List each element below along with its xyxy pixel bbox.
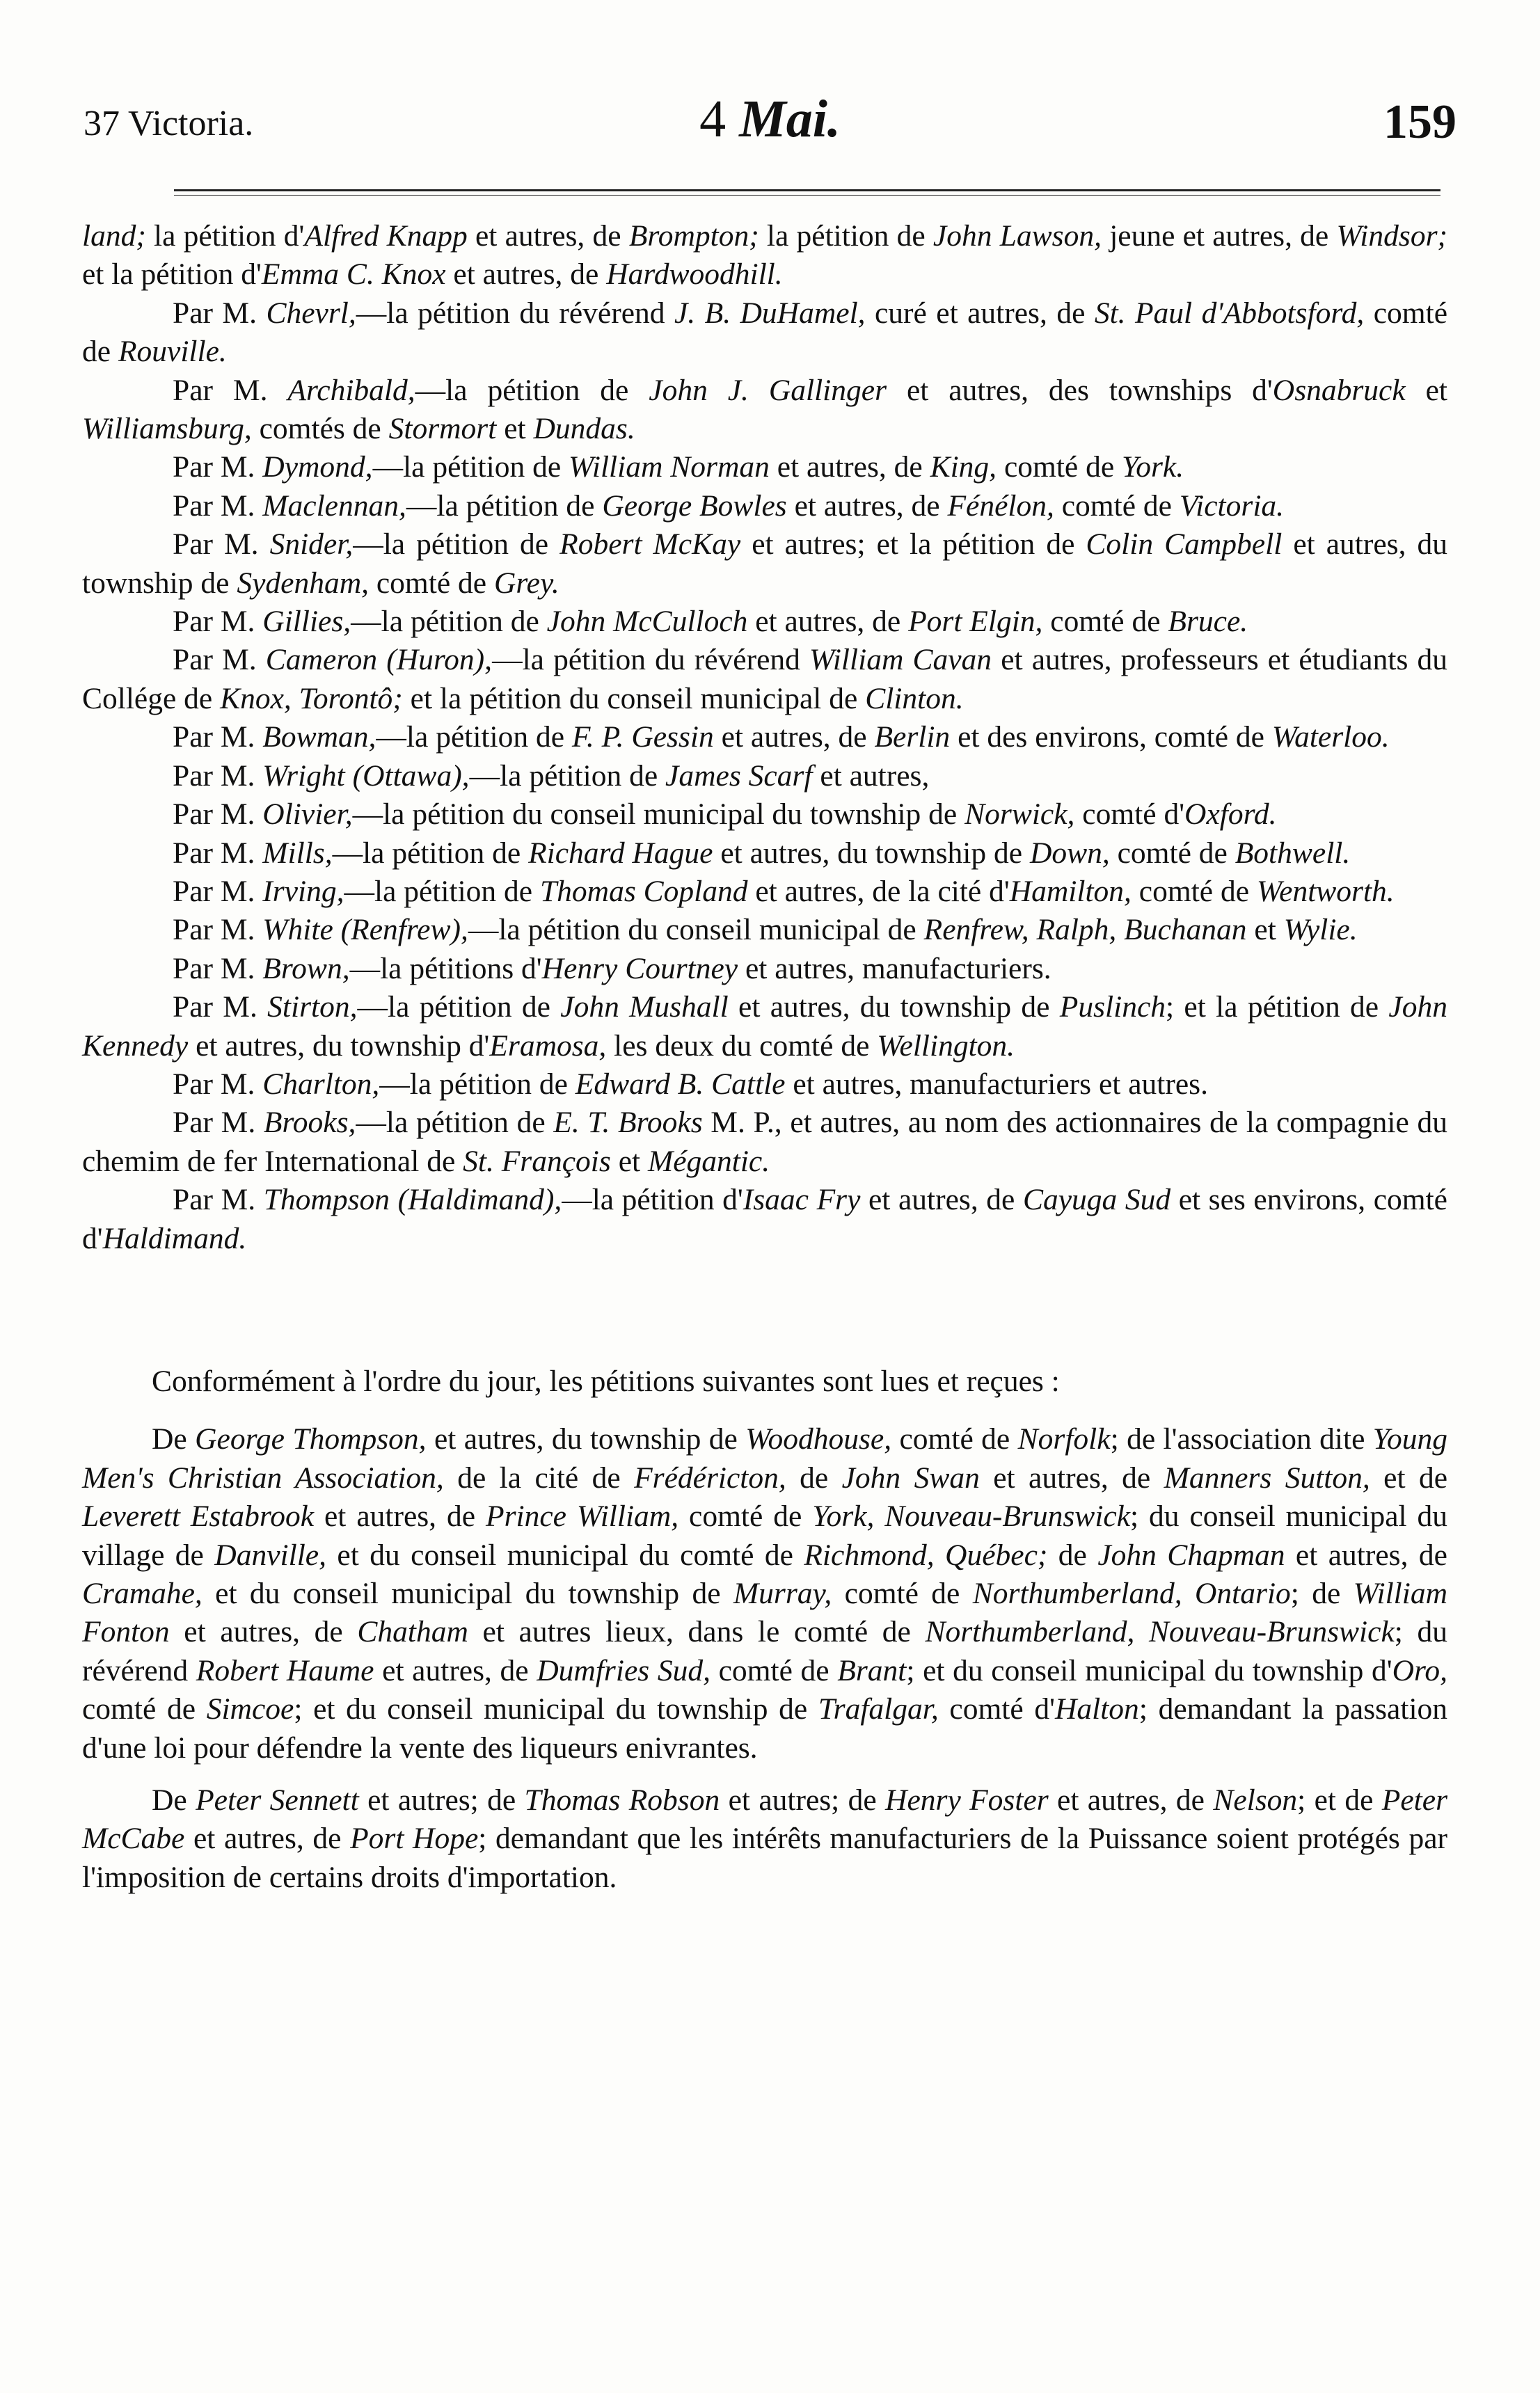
italic-text: Rouville. xyxy=(118,335,227,369)
text-run: et autres, manufacturiers et autres. xyxy=(785,1067,1208,1101)
text-run: et autres, du township de xyxy=(426,1422,746,1456)
page-number: 159 xyxy=(1383,95,1456,149)
italic-text: Peter Sennett xyxy=(196,1783,359,1818)
text-run: et autres, de xyxy=(1048,1783,1214,1818)
italic-text: Down, xyxy=(1029,836,1110,870)
text-run: et du conseil municipal du township de xyxy=(202,1577,733,1610)
text-run: comté d' xyxy=(1074,797,1185,832)
italic-text: Thomas Copland xyxy=(539,874,748,908)
text-run: —la pétition du révérend xyxy=(356,296,674,330)
italic-text: Victoria. xyxy=(1179,488,1285,523)
text-run: et autres, du township de xyxy=(713,836,1030,870)
text-run: et des environs, comté de xyxy=(950,720,1272,754)
text-run: et autres, xyxy=(812,758,930,793)
italic-text: Murray, xyxy=(733,1577,832,1610)
text-run: —la pétition de xyxy=(469,758,666,793)
italic-text: Stirton, xyxy=(267,990,358,1024)
text-run: et autres, du township d' xyxy=(188,1028,490,1063)
text-run: et autres, de xyxy=(786,488,948,523)
text-run: comté de xyxy=(82,1692,207,1726)
italic-text: John Lawson, xyxy=(932,219,1102,253)
text-run: et autres, de xyxy=(713,720,875,754)
header-rule xyxy=(174,189,1440,191)
text-run: comté de xyxy=(997,450,1122,484)
text-run: et autres, manufacturiers. xyxy=(738,951,1051,985)
text-run: comté de xyxy=(368,566,494,600)
text-run: Par M. xyxy=(173,527,270,562)
text-run: et autres; et la pétition de xyxy=(740,527,1086,562)
text-run: Par M. xyxy=(173,836,263,870)
header-rule-thin xyxy=(174,195,1440,196)
petition-entry xyxy=(82,911,1447,949)
text-run: et autres, du township de xyxy=(82,527,1447,600)
italic-text: F. P. Gessin xyxy=(571,720,714,754)
italic-text: Brooks, xyxy=(263,1106,356,1140)
italic-text: Maclennan, xyxy=(262,488,406,523)
italic-text: John Swan xyxy=(841,1461,980,1495)
italic-text: John Kennedy xyxy=(82,990,1447,1063)
italic-text: Mills, xyxy=(262,836,333,870)
text-run: ; du révérend xyxy=(82,1615,1447,1687)
italic-text: Frédéricton, xyxy=(634,1461,786,1495)
text-run: et autres, professeurs et étudiants du Collége de xyxy=(82,643,1448,715)
text-run: comté de xyxy=(1054,488,1180,523)
text-run: ; du conseil municipal du village de xyxy=(82,1500,1448,1572)
italic-text: Danville, xyxy=(214,1538,326,1572)
text-run: et autres lieux, dans le comté de xyxy=(468,1615,926,1649)
text-run: ; et la pétition de xyxy=(1166,990,1389,1024)
date-day: 4 xyxy=(699,90,727,148)
petition-entry xyxy=(82,1181,1447,1258)
italic-text: Thompson (Haldimand), xyxy=(263,1183,562,1217)
italic-text: Isaac Fry xyxy=(743,1183,861,1217)
italic-text: Berlin xyxy=(874,720,951,754)
italic-text: Renfrew, Ralph, Buchanan xyxy=(923,913,1247,947)
text-run: ; de l'association dite xyxy=(1110,1422,1373,1456)
italic-text: Williamsburg, xyxy=(82,412,252,446)
italic-text: Nelson xyxy=(1213,1783,1298,1818)
petition-entry xyxy=(82,525,1447,603)
text-run: ; et du conseil municipal du township de xyxy=(294,1692,818,1726)
italic-text: Mégantic. xyxy=(647,1144,770,1178)
italic-text: Cameron (Huron), xyxy=(265,643,493,677)
petition-entry xyxy=(82,372,1447,449)
petition-entry xyxy=(82,834,1447,873)
italic-text: Sydenham, xyxy=(237,566,369,600)
italic-text: Manners Sutton, xyxy=(1164,1461,1370,1495)
text-run: et autres, de la cité d' xyxy=(747,874,1010,908)
text-run: Par M. xyxy=(173,1183,264,1217)
text-run: comté de xyxy=(710,1653,838,1687)
italic-text: Fénélon, xyxy=(947,488,1054,523)
text-run: et la pétition du conseil municipal de xyxy=(402,681,866,715)
italic-text: Knox, Torontô; xyxy=(220,681,403,715)
text-run: —la pétition de xyxy=(376,720,572,754)
italic-text: Northumberland, Nouveau-Brunswick xyxy=(925,1615,1395,1649)
italic-text: St. François xyxy=(463,1144,611,1178)
italic-text: Halton xyxy=(1054,1692,1139,1726)
text-run: Par M. xyxy=(173,797,263,832)
text-run: comté de xyxy=(832,1577,973,1610)
italic-text: Puslinch xyxy=(1059,990,1166,1024)
text-run: —la pétition de xyxy=(415,373,649,407)
text-run: —la pétition de xyxy=(332,836,529,870)
text-run: —la pétition de xyxy=(353,527,560,562)
italic-text: Colin Campbell xyxy=(1086,527,1283,562)
text-run: De xyxy=(152,1422,196,1456)
text-run: et autres, de xyxy=(979,1461,1164,1495)
text-run: Conformément à l'ordre du jour, les pétitions suivantes sont lues et reçues : xyxy=(152,1364,1060,1398)
petition-entry xyxy=(82,1104,1447,1181)
italic-text: Northumberland, Ontario xyxy=(972,1577,1291,1610)
text-run: les deux du comté de xyxy=(606,1028,878,1063)
italic-text: James Scarf xyxy=(665,758,813,793)
italic-text: Norfolk xyxy=(1017,1422,1111,1456)
italic-text: Bothwell. xyxy=(1235,836,1351,870)
petition-entry xyxy=(82,1065,1447,1104)
text-run: et autres, de xyxy=(467,219,629,253)
italic-text: Simcoe xyxy=(206,1692,294,1726)
text-run: et autres, de xyxy=(445,257,607,292)
italic-text: Hamilton, xyxy=(1009,874,1132,908)
petition-entry xyxy=(82,487,1447,525)
text-run: et autres, de xyxy=(314,1500,486,1534)
italic-text: Eramosa, xyxy=(489,1028,607,1063)
text-run: comté de xyxy=(82,296,1448,369)
italic-text: Richmond, Québec; xyxy=(804,1538,1048,1572)
date-heading xyxy=(84,89,1456,150)
text-run: et autres, de xyxy=(860,1183,1023,1217)
text-run: comté de xyxy=(678,1500,813,1534)
italic-text: George Bowles xyxy=(602,488,787,523)
text-run: M. P., et autres, au nom des actionnaires de la compagnie du chemim de fer International de xyxy=(82,1106,1447,1178)
italic-text: Oro, xyxy=(1392,1653,1447,1687)
order-of-day-statement xyxy=(82,1362,1447,1401)
italic-text: Hardwoodhill. xyxy=(606,257,783,292)
italic-text: York, Nouveau-Brunswick xyxy=(812,1500,1131,1534)
italic-text: J. B. DuHamel, xyxy=(674,296,866,330)
text-run: comté d' xyxy=(938,1692,1055,1726)
italic-text: Alfred Knapp xyxy=(304,219,468,253)
italic-text: Cramahe, xyxy=(82,1577,203,1610)
text-run: Par M. xyxy=(173,373,288,407)
text-run: ; demandant que les intérêts manufacturiers de la Puissance soient protégés par l'imposition de certains droits d'importation. xyxy=(82,1822,1447,1894)
italic-text: Waterloo. xyxy=(1271,720,1390,754)
text-run: comtés de xyxy=(251,412,389,446)
text-run: et autres, de xyxy=(747,605,909,639)
italic-text: Wylie. xyxy=(1283,913,1358,947)
text-run: Par M. xyxy=(173,990,268,1024)
italic-text: Archibald, xyxy=(287,373,415,407)
text-run: et autres, de xyxy=(769,450,930,484)
text-run: et autres, des townships d' xyxy=(887,373,1273,407)
italic-text: E. T. Brooks xyxy=(553,1106,703,1140)
text-run: —la pétition du conseil municipal de xyxy=(468,913,924,947)
italic-text: Wright (Ottawa), xyxy=(262,758,470,793)
text-run: —la pétition de xyxy=(356,1106,554,1140)
text-run: comté de xyxy=(1042,605,1168,639)
text-run: —la pétition d' xyxy=(562,1183,743,1217)
text-run: curé et autres, de xyxy=(865,296,1095,330)
italic-text: William Fonton xyxy=(82,1577,1448,1649)
text-run: Par M. xyxy=(173,643,266,677)
text-run: et autres; de xyxy=(358,1783,525,1818)
italic-text: Henry Foster xyxy=(885,1783,1049,1818)
italic-text: Haldimand. xyxy=(102,1221,247,1255)
text-run: de xyxy=(1047,1538,1098,1572)
text-run: comté de xyxy=(1131,874,1257,908)
text-run: —la pétition du révérend xyxy=(492,643,810,677)
text-run: et du conseil municipal du comté de xyxy=(326,1538,804,1572)
petition-entry xyxy=(82,950,1447,988)
italic-text: Trafalgar, xyxy=(818,1692,939,1726)
paragraph xyxy=(82,217,1447,294)
text-run: Par M. xyxy=(173,1106,264,1140)
italic-text: Wellington. xyxy=(877,1028,1015,1063)
petition-entry xyxy=(82,294,1447,372)
text-run: —la pétition de xyxy=(344,874,540,908)
text-run: Par M. xyxy=(173,951,263,985)
text-run: —la pétition du conseil municipal du township de xyxy=(352,797,965,832)
text-run: Par M. xyxy=(173,450,263,484)
italic-text: Charlton, xyxy=(262,1067,380,1101)
italic-text: Gillies, xyxy=(262,605,351,639)
italic-text: Dumfries Sud, xyxy=(537,1653,711,1687)
petition-entry xyxy=(82,641,1447,718)
italic-text: Irving, xyxy=(262,874,344,908)
italic-text: Bowman, xyxy=(262,720,376,754)
petition-entry xyxy=(82,448,1447,486)
text-run: —la pétition de xyxy=(357,990,561,1024)
petition-entry xyxy=(82,718,1447,756)
text-run: Par M. xyxy=(173,1067,263,1101)
text-run: et xyxy=(610,1144,648,1178)
italic-text: William Cavan xyxy=(809,643,992,677)
italic-text: St. Paul d'Abbotsford, xyxy=(1094,296,1365,330)
text-run: la pétition de xyxy=(759,219,933,253)
italic-text: land; xyxy=(82,219,146,253)
text-run: de xyxy=(786,1461,842,1495)
text-run: et autres, de xyxy=(374,1653,537,1687)
italic-text: York. xyxy=(1122,450,1184,484)
italic-text: Snider, xyxy=(269,527,354,562)
text-run: Par M. xyxy=(173,758,263,793)
text-run: et autres, de xyxy=(184,1822,351,1856)
text-run: et xyxy=(1246,913,1284,947)
italic-text: Wentworth. xyxy=(1256,874,1395,908)
text-run: jeune et autres, de xyxy=(1101,219,1337,253)
italic-text: Robert McKay xyxy=(559,527,741,562)
text-run: Par M. xyxy=(173,488,263,523)
italic-text: Leverett Estabrook xyxy=(82,1500,315,1534)
italic-text: Emma C. Knox xyxy=(261,257,446,292)
italic-text: William Norman xyxy=(569,450,770,484)
text-run: —la pétition de xyxy=(379,1067,575,1101)
italic-text: Edward B. Cattle xyxy=(575,1067,786,1101)
italic-text: Cayuga Sud xyxy=(1022,1183,1171,1217)
text-run: —la pétition de xyxy=(406,488,603,523)
text-run: Par M. xyxy=(173,913,263,947)
text-run: comté de xyxy=(1109,836,1235,870)
italic-text: John Mushall xyxy=(560,990,729,1024)
italic-text: Norwick, xyxy=(965,797,1075,832)
italic-text: Young Men's Christian Association, xyxy=(82,1422,1447,1495)
italic-text: Brant xyxy=(837,1653,907,1687)
italic-text: Windsor; xyxy=(1336,219,1447,253)
text-run: Par M. xyxy=(173,605,263,639)
italic-text: John McCulloch xyxy=(546,605,748,639)
text-run: et autres; de xyxy=(720,1783,886,1818)
running-head xyxy=(84,89,1456,152)
italic-text: Henry Courtney xyxy=(541,951,738,985)
text-run: et autres, de xyxy=(1285,1538,1447,1572)
italic-text: Chatham xyxy=(357,1615,468,1649)
petition-paragraph xyxy=(82,1781,1447,1897)
italic-text: Stormort xyxy=(388,412,497,446)
italic-text: Port Elgin, xyxy=(908,605,1043,639)
italic-text: John Chapman xyxy=(1097,1538,1285,1572)
italic-text: Brompton; xyxy=(628,219,759,253)
italic-text: Dymond, xyxy=(262,450,373,484)
text-run: et ses environs, comté d' xyxy=(82,1183,1447,1255)
text-run: Par M. xyxy=(173,874,263,908)
text-run: ; demandant la passation d'une loi pour défendre la vente des liqueurs enivrantes. xyxy=(82,1692,1448,1765)
text-run: la pétition d' xyxy=(145,219,305,253)
italic-text: Chevrl, xyxy=(266,296,356,330)
italic-text: Richard Hague xyxy=(528,836,713,870)
text-run: ; et de xyxy=(1297,1783,1382,1818)
text-run: et xyxy=(496,412,534,446)
italic-text: Dundas. xyxy=(533,412,635,446)
petition-entry xyxy=(82,603,1447,641)
text-run: et autres, du township de xyxy=(728,990,1060,1024)
petition-entry xyxy=(82,988,1447,1065)
text-run: comté de xyxy=(891,1422,1018,1456)
text-run: et de xyxy=(1370,1461,1448,1495)
italic-text: Osnabruck xyxy=(1272,373,1406,407)
italic-text: Peter McCabe xyxy=(82,1783,1447,1856)
text-run: et xyxy=(1405,373,1447,407)
petition-paragraph xyxy=(82,1420,1447,1767)
document-body xyxy=(82,217,1447,1897)
date-month: Mai. xyxy=(739,90,841,148)
text-run: et autres, de xyxy=(169,1615,358,1649)
text-run: —la pétition de xyxy=(372,450,569,484)
italic-text: Robert Haume xyxy=(196,1653,374,1687)
italic-text: John J. Gallinger xyxy=(649,373,887,407)
text-run: —la pétitions d' xyxy=(349,951,542,985)
text-run: De xyxy=(152,1783,196,1818)
petition-entry xyxy=(82,873,1447,911)
italic-text: George Thompson, xyxy=(195,1422,427,1456)
italic-text: Olivier, xyxy=(262,797,353,832)
text-run: ; et du conseil municipal du township d' xyxy=(906,1653,1392,1687)
italic-text: Thomas Robson xyxy=(524,1783,720,1818)
italic-text: Woodhouse, xyxy=(745,1422,892,1456)
italic-text: King, xyxy=(930,450,997,484)
petition-entry xyxy=(82,757,1447,795)
italic-text: Clinton. xyxy=(865,681,964,715)
session-label: 37 Victoria. xyxy=(84,104,254,143)
petition-entry xyxy=(82,795,1447,834)
text-run: Par M. xyxy=(173,296,267,330)
italic-text: Grey. xyxy=(493,566,559,600)
text-run: de la cité de xyxy=(443,1461,635,1495)
italic-text: White (Renfrew), xyxy=(262,913,468,947)
italic-text: Port Hope xyxy=(350,1822,479,1856)
italic-text: Bruce. xyxy=(1168,605,1248,639)
italic-text: Brown, xyxy=(262,951,350,985)
italic-text: Oxford. xyxy=(1184,797,1277,832)
text-run: ; de xyxy=(1290,1577,1354,1610)
italic-text: Prince William, xyxy=(486,1500,679,1534)
text-run: Par M. xyxy=(173,720,263,754)
text-run: et la pétition d' xyxy=(82,257,262,292)
text-run: —la pétition de xyxy=(351,605,547,639)
